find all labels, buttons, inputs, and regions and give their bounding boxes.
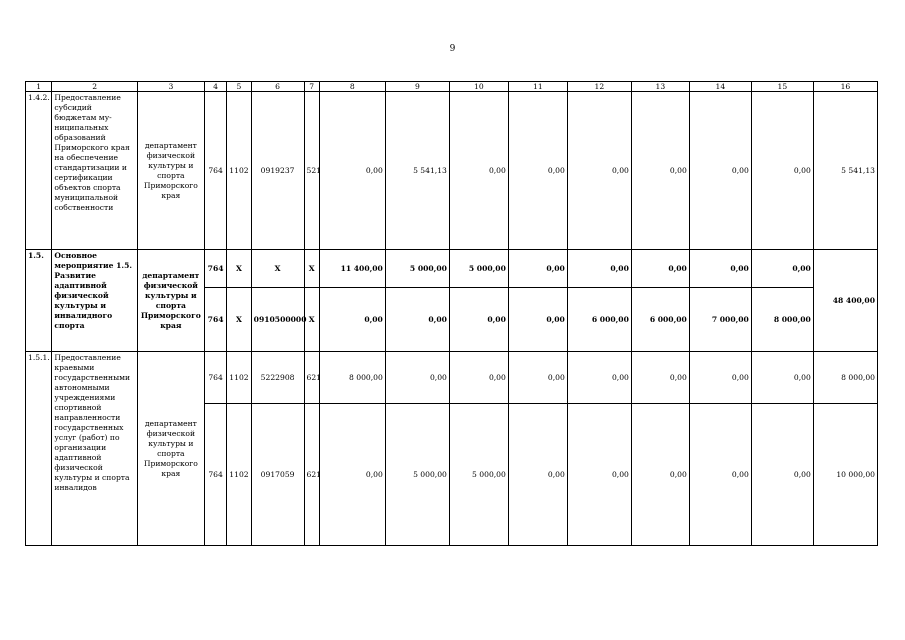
header-row — [26, 82, 878, 92]
value-cell: 0,00 — [631, 250, 689, 288]
value-cell: 0,00 — [689, 92, 751, 250]
value-cell: 0,00 — [631, 352, 689, 404]
row-csr: 0919237 — [251, 92, 304, 250]
value-cell: 0,00 — [508, 288, 567, 352]
total-cell: 8 000,00 — [813, 352, 877, 404]
value-cell: 7 000,00 — [689, 288, 751, 352]
row-rz: 1102 — [227, 404, 251, 546]
value-cell: 5 000,00 — [449, 250, 508, 288]
value-cell: 11 400,00 — [319, 250, 385, 288]
value-cell: 0,00 — [751, 352, 813, 404]
row-csr: 0910500000 — [251, 288, 304, 352]
total-cell: 48 400,00 — [813, 250, 877, 352]
row-dept: департамент физической культуры и спорта Приморского края — [137, 250, 204, 352]
value-cell: 0,00 — [567, 404, 631, 546]
row-vr: 621 — [304, 352, 319, 404]
value-cell: 0,00 — [508, 250, 567, 288]
row-csr: 5222908 — [251, 352, 304, 404]
row-name: Предоставление субсидий бюджетам му-ниципальных образований Приморского края на обеспечение стандартизации и сертификации объектов спорта муниципальной собственности — [52, 92, 137, 250]
value-cell: 0,00 — [449, 352, 508, 404]
row-rz: X — [227, 288, 251, 352]
page-number: 9 — [449, 44, 456, 54]
row-vr: X — [304, 288, 319, 352]
value-cell: 8 000,00 — [319, 352, 385, 404]
row-rz: X — [227, 250, 251, 288]
value-cell: 0,00 — [567, 92, 631, 250]
total-cell: 10 000,00 — [813, 404, 877, 546]
value-cell: 0,00 — [567, 250, 631, 288]
row-rz: 1102 — [227, 92, 251, 250]
value-cell: 0,00 — [751, 250, 813, 288]
header-cell: 7 — [304, 82, 319, 92]
row-number: 1.5. — [26, 250, 52, 352]
value-cell: 6 000,00 — [567, 288, 631, 352]
header-cell: 10 — [449, 82, 508, 92]
value-cell: 0,00 — [508, 404, 567, 546]
value-cell: 0,00 — [319, 288, 385, 352]
row-grbs: 764 — [204, 404, 226, 546]
value-cell: 5 000,00 — [449, 404, 508, 546]
value-cell: 5 000,00 — [385, 404, 449, 546]
header-cell: 6 — [251, 82, 304, 92]
header-cell: 15 — [751, 82, 813, 92]
header-cell: 2 — [52, 82, 137, 92]
row-csr: 0917059 — [251, 404, 304, 546]
header-cell: 1 — [26, 82, 52, 92]
value-cell: 0,00 — [689, 404, 751, 546]
row-grbs: 764 — [204, 92, 226, 250]
value-cell: 0,00 — [567, 352, 631, 404]
value-cell: 0,00 — [319, 404, 385, 546]
row-grbs: 764 — [204, 352, 226, 404]
header-cell: 3 — [137, 82, 204, 92]
budget-table — [25, 81, 878, 546]
header-cell: 8 — [319, 82, 385, 92]
value-cell: 0,00 — [385, 352, 449, 404]
row-dept: департамент физической культуры и спорта Приморского края — [137, 352, 204, 546]
value-cell: 8 000,00 — [751, 288, 813, 352]
row-csr: X — [251, 250, 304, 288]
value-cell: 5 541,13 — [385, 92, 449, 250]
row-number: 1.5.1. — [26, 352, 52, 546]
value-cell: 5 000,00 — [385, 250, 449, 288]
value-cell: 0,00 — [319, 92, 385, 250]
value-cell: 0,00 — [689, 352, 751, 404]
row-vr: 621 — [304, 404, 319, 546]
header-cell: 4 — [204, 82, 226, 92]
header-cell: 13 — [631, 82, 689, 92]
row-grbs: 764 — [204, 288, 226, 352]
value-cell: 0,00 — [631, 92, 689, 250]
row-grbs: 764 — [204, 250, 226, 288]
table-row — [26, 92, 878, 250]
row-dept: департамент физической культуры и спорта Приморского края — [137, 92, 204, 250]
row-rz: 1102 — [227, 352, 251, 404]
table-row — [26, 352, 878, 404]
value-cell: 0,00 — [631, 404, 689, 546]
value-cell: 0,00 — [751, 404, 813, 546]
value-cell: 6 000,00 — [631, 288, 689, 352]
header-cell: 11 — [508, 82, 567, 92]
total-cell: 5 541,13 — [813, 92, 877, 250]
header-cell: 5 — [227, 82, 251, 92]
value-cell: 0,00 — [751, 92, 813, 250]
header-cell: 14 — [689, 82, 751, 92]
row-vr: X — [304, 250, 319, 288]
table-row — [26, 250, 878, 288]
row-name: Основное мероприятие 1.5. Развитие адаптивной физической культуры и инвалидного спорта — [52, 250, 137, 352]
header-cell: 16 — [813, 82, 877, 92]
value-cell: 0,00 — [508, 352, 567, 404]
value-cell: 0,00 — [508, 92, 567, 250]
row-number: 1.4.2. — [26, 92, 52, 250]
header-cell: 9 — [385, 82, 449, 92]
row-name: Предоставление краевыми государственными автономными учреждениями спортивной направленности государственных услуг (работ) по организации адаптивной физической культуры и спорта инвалидов — [52, 352, 137, 546]
value-cell: 0,00 — [689, 250, 751, 288]
value-cell: 0,00 — [385, 288, 449, 352]
header-cell: 12 — [567, 82, 631, 92]
row-vr: 521 — [304, 92, 319, 250]
value-cell: 0,00 — [449, 288, 508, 352]
value-cell: 0,00 — [449, 92, 508, 250]
